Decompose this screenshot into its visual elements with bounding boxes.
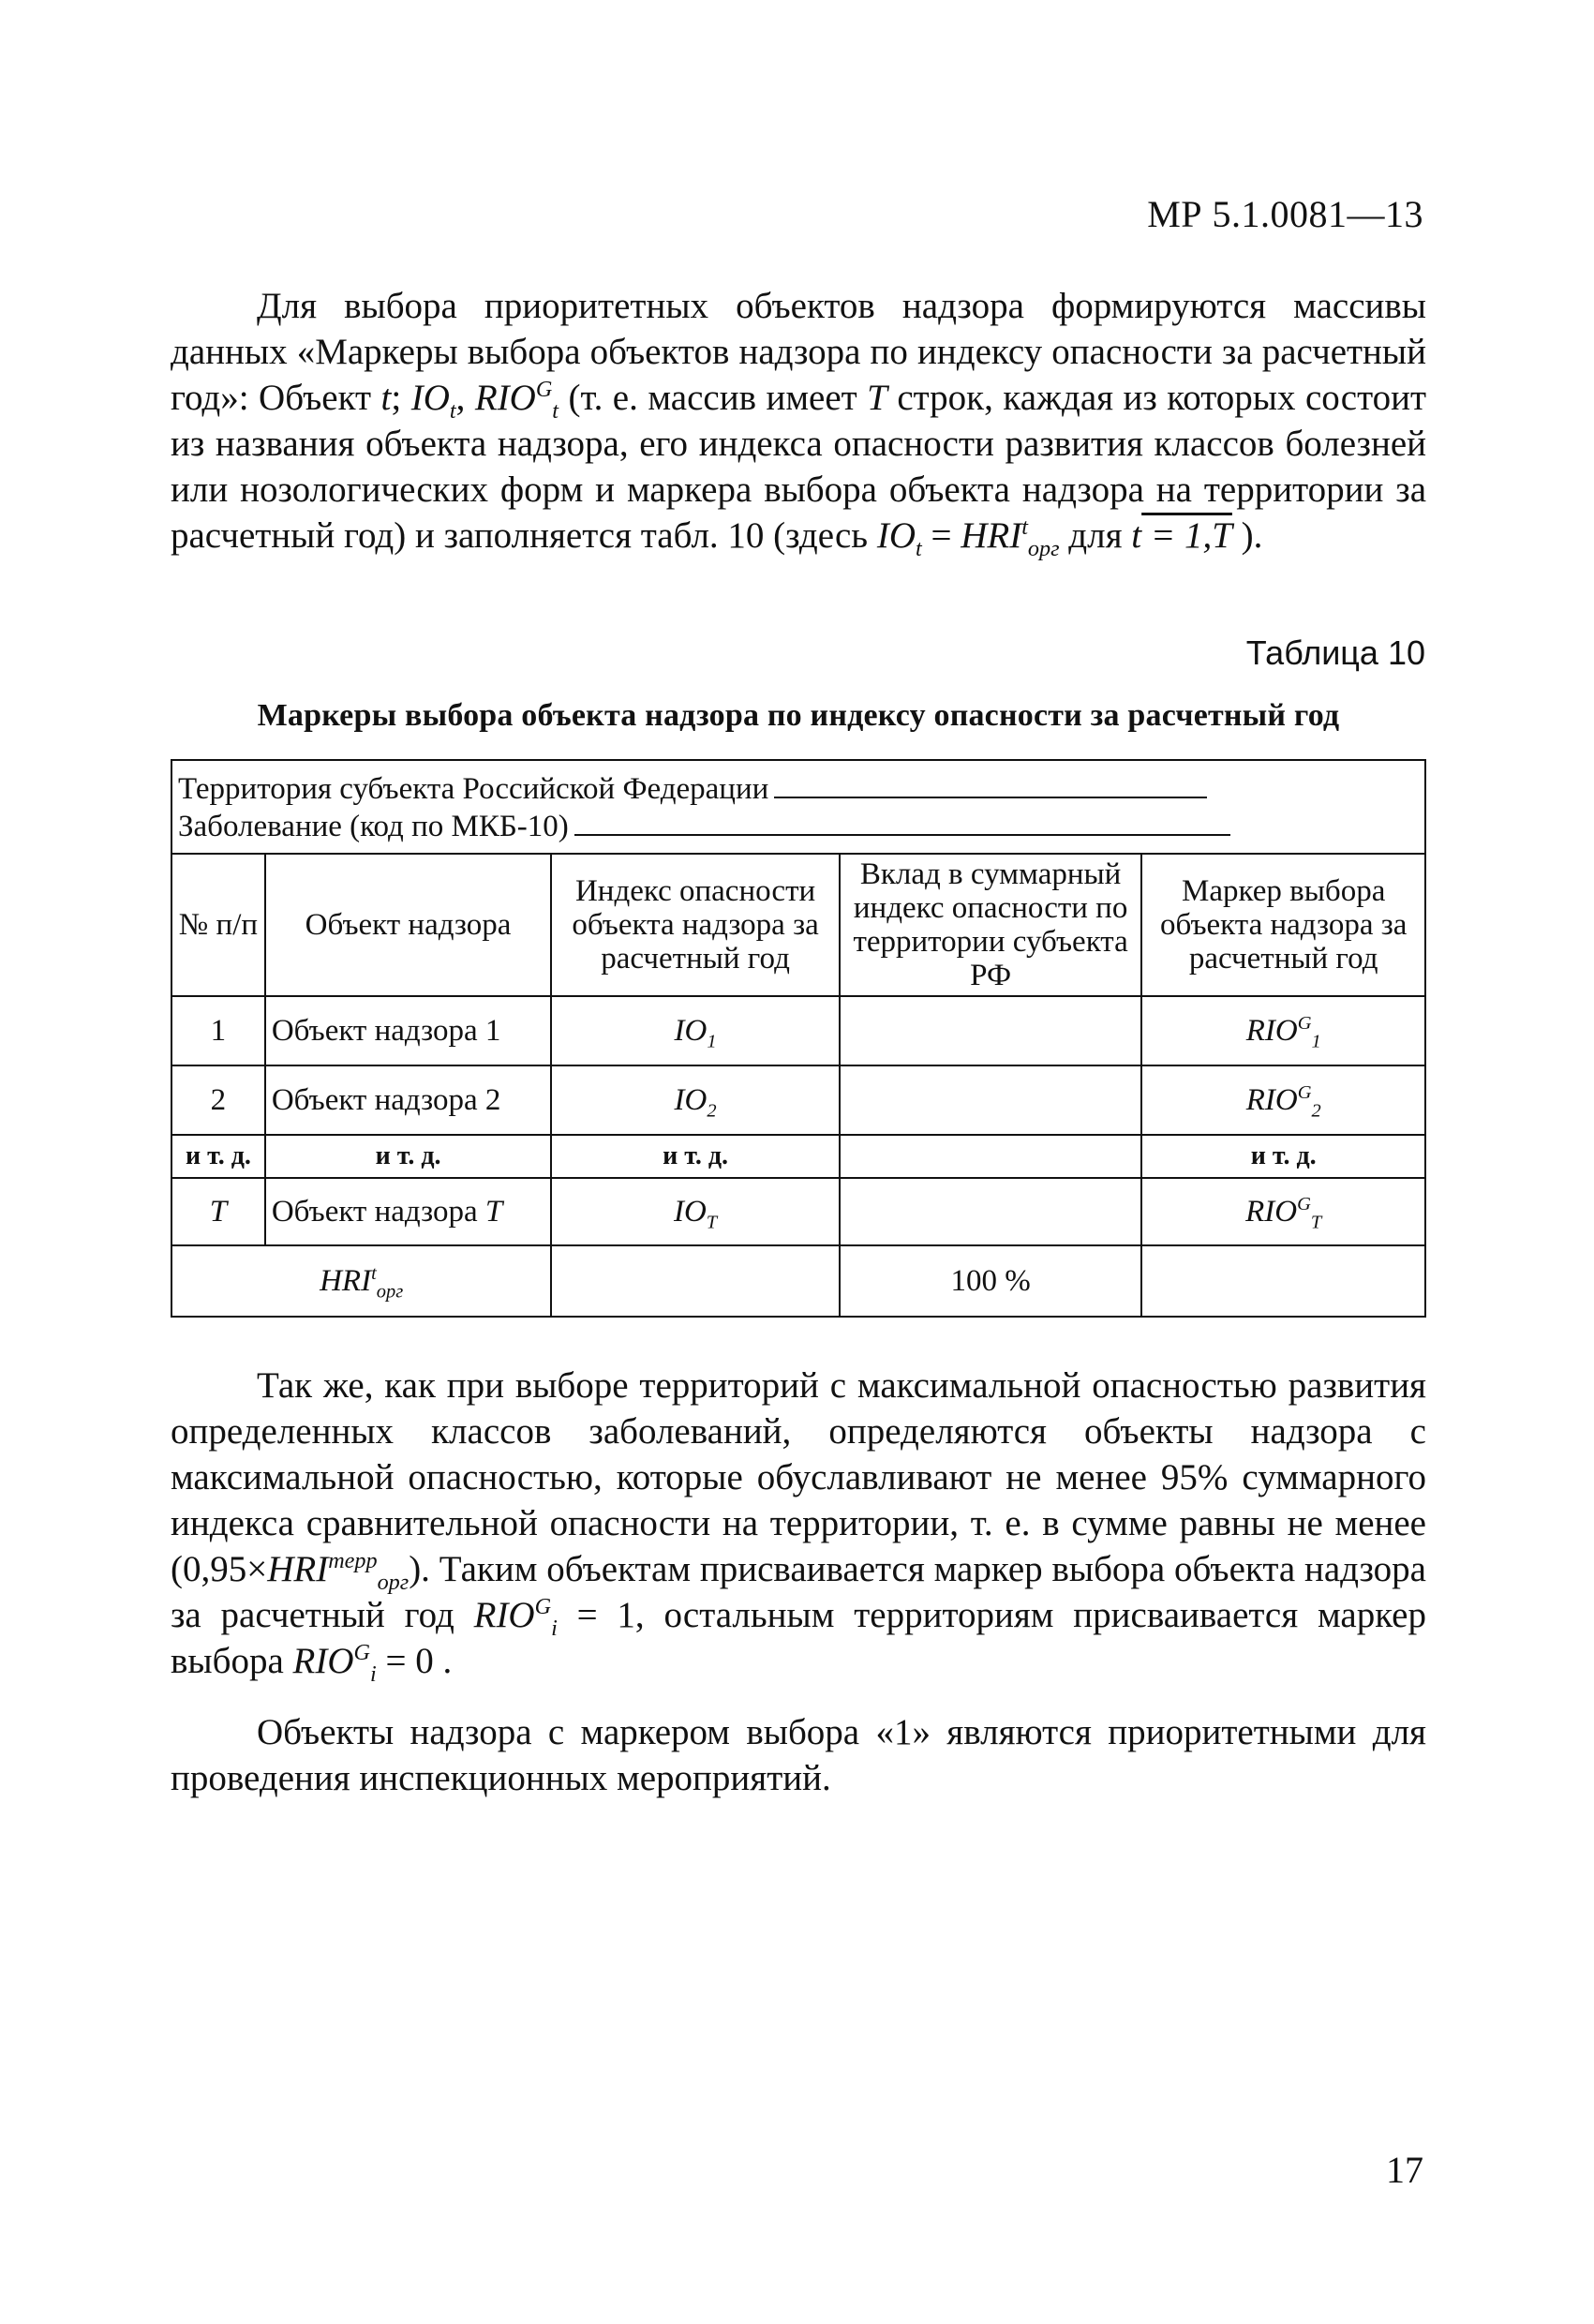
intro-rio-sub: t <box>552 397 559 424</box>
document-code: МР 5.1.0081—13 <box>1147 193 1423 235</box>
priority-paragraph: Объекты надзора с маркером выбора «1» являются приоритетными для проведения инспекционных мероприятий. <box>171 1712 1426 1798</box>
meta-territory-blank <box>774 768 1207 798</box>
meta-disease-blank <box>574 806 1230 836</box>
p2-rio-1-sup: G <box>534 1594 552 1619</box>
intro-text-2: (т. е. массив имеет <box>559 378 868 418</box>
row-io-sub: 2 <box>707 1100 717 1122</box>
p2-rio-2-sub: i <box>369 1661 377 1687</box>
row-rio-sub: 1 <box>1311 1031 1321 1052</box>
table-meta-row <box>171 760 1425 854</box>
meta-disease-label: Заболевание (код по МКБ-10) <box>178 810 569 843</box>
intro-io <box>410 378 456 424</box>
row-num: и т. д. <box>171 1135 265 1178</box>
p2-eq-1: = 1 <box>557 1595 635 1635</box>
row-io: и т. д. <box>551 1135 840 1178</box>
table-meta-cell <box>171 760 1425 854</box>
header-marker: Маркер выбора объекта надзора за расчетный год <box>1141 854 1425 996</box>
intro-io-sub: t <box>449 397 456 424</box>
intro-rio <box>474 377 559 424</box>
p2-rio-2-sup: G <box>353 1640 370 1665</box>
row-rio-base: RIO <box>1245 1195 1298 1229</box>
meta-disease-line <box>178 806 1419 843</box>
row-object-var: T <box>484 1195 503 1229</box>
table-row <box>171 1065 1425 1135</box>
row-num: 1 <box>171 996 265 1065</box>
p2-hri-sub: орг <box>377 1569 410 1595</box>
row-contribution <box>840 1065 1142 1135</box>
row-object <box>265 1178 551 1245</box>
row-object: Объект надзора 2 <box>265 1065 551 1135</box>
row-contribution <box>840 1178 1142 1245</box>
row-io-sub: 1 <box>707 1031 717 1052</box>
markers-table <box>171 759 1426 1318</box>
p2-text-b: ). Таким объектам присваивается маркер выбора объекта надзора за расчетный год <box>171 1549 1426 1635</box>
row-io-sub: T <box>706 1212 718 1233</box>
table-row <box>171 1178 1425 1245</box>
sum-value: 100 % <box>840 1245 1142 1317</box>
row-io-base: IO <box>674 1083 708 1117</box>
page-number: 17 <box>1386 2149 1423 2191</box>
sum-marker <box>1141 1245 1425 1317</box>
eq-io-sub: t <box>916 535 922 561</box>
p2-rio-2-base: RIO <box>292 1641 354 1681</box>
table-row <box>171 996 1425 1065</box>
row-rio-sup: G <box>1297 1013 1312 1034</box>
p2-text-d: . <box>433 1641 453 1681</box>
row-rio <box>1141 996 1425 1065</box>
eq-t: t <box>1131 515 1142 556</box>
intro-text-1: Для выбора приоритетных объектов надзора формируются массивы данных «Маркеры выбора объектов надзора по индексу опасности за расчетный год»: Объект <box>171 286 1426 418</box>
row-rio-sub: T <box>1310 1212 1322 1233</box>
p2-hri <box>267 1548 410 1595</box>
row-rio <box>1141 1065 1425 1135</box>
row-io <box>551 1065 840 1135</box>
p2-rio-1-base: RIO <box>473 1595 535 1635</box>
eq-hri-sup: t <box>1021 514 1028 540</box>
sum-label-base: HRI <box>320 1264 372 1298</box>
meta-territory-line <box>178 768 1419 806</box>
p2-text-a: Так же, как при выборе территорий с максимальной опасностью развития определенных классов заболеваний, определяются объекты надзора с максимальной опасностью, которые обуславливают не менее 95% суммарного индекса сравнительной опасности на территории, т. е. в сумме равны не менее (0,95× <box>171 1365 1426 1589</box>
row-io <box>551 996 840 1065</box>
table-caption: Маркеры выбора объекта надзора по индексу опасности за расчетный год <box>257 698 1340 733</box>
row-num: 2 <box>171 1065 265 1135</box>
header-index: Индекс опасности объекта надзора за расчетный год <box>551 854 840 996</box>
header-object: Объект надзора <box>265 854 551 996</box>
table-label: Таблица 10 <box>1245 633 1425 672</box>
intro-rio-base: RIO <box>474 378 536 418</box>
p2-rio-1-sub: i <box>551 1615 558 1641</box>
row-rio-base: RIO <box>1245 1083 1298 1117</box>
eq-sign: = <box>921 515 961 556</box>
row-io-base: IO <box>673 1195 707 1229</box>
header-contribution: Вклад в суммарный индекс опасности по территории субъекта РФ <box>840 854 1142 996</box>
sum-label-sub: орг <box>376 1281 404 1303</box>
row-rio-sup: G <box>1297 1194 1311 1214</box>
meta-territory-label: Территория субъекта Российской Федерации <box>178 772 769 806</box>
eq-io-base: IO <box>876 515 916 556</box>
table-sum-row <box>171 1245 1425 1317</box>
row-rio <box>1141 1178 1425 1245</box>
row-rio-sup: G <box>1297 1082 1312 1103</box>
sum-label-sup: t <box>371 1263 377 1284</box>
sum-index <box>551 1245 840 1317</box>
table-header-row <box>171 854 1425 996</box>
row-object: Объект надзора 1 <box>265 996 551 1065</box>
eq-end: ). <box>1231 515 1263 556</box>
p2-rio-1 <box>473 1594 558 1641</box>
p2-hri-sup: терр <box>328 1548 378 1573</box>
row-rio-base: RIO <box>1245 1014 1298 1048</box>
row-io <box>551 1178 840 1245</box>
eq-for: для <box>1059 515 1132 556</box>
row-contribution <box>840 996 1142 1065</box>
intro-text-3: строк, каждая из которых состоит из названия объекта надзора, его индекса опасности развития классов болезней или нозологических форм и маркера выбора объекта надзора на территории за расчетный год) и заполняется табл. 10 (здесь <box>171 378 1427 556</box>
sum-label <box>171 1245 551 1317</box>
row-object: и т. д. <box>265 1135 551 1178</box>
row-rio-sub: 2 <box>1311 1100 1321 1122</box>
selection-paragraph <box>171 1363 1426 1687</box>
intro-sep-2: , <box>455 378 475 418</box>
intro-sep-1: ; <box>391 378 411 418</box>
intro-var-t: t <box>380 378 392 418</box>
row-contribution <box>840 1135 1142 1178</box>
eq-hri <box>961 514 1060 561</box>
intro-paragraph <box>171 283 1426 559</box>
intro-io-base: IO <box>410 378 450 418</box>
p2-hri-base: HRI <box>267 1549 329 1589</box>
row-rio: и т. д. <box>1141 1135 1425 1178</box>
row-num: T <box>171 1178 265 1245</box>
row-io-base: IO <box>674 1014 708 1048</box>
p2-text-c: , остальным территориям присваивается маркер выбора <box>171 1595 1426 1681</box>
eq-io <box>876 515 922 561</box>
intro-var-T: T <box>867 378 887 418</box>
table-row <box>171 1135 1425 1178</box>
p2-eq-2: = 0 <box>376 1641 434 1681</box>
p2-rio-2 <box>292 1640 377 1687</box>
row-object-text: Объект надзора <box>271 1195 485 1229</box>
eq-range: = 1,T <box>1141 515 1232 556</box>
header-num: № п/п <box>171 854 265 996</box>
eq-hri-base: HRI <box>961 515 1022 556</box>
intro-rio-sup: G <box>535 377 553 402</box>
eq-hri-sub: орг <box>1027 535 1060 561</box>
